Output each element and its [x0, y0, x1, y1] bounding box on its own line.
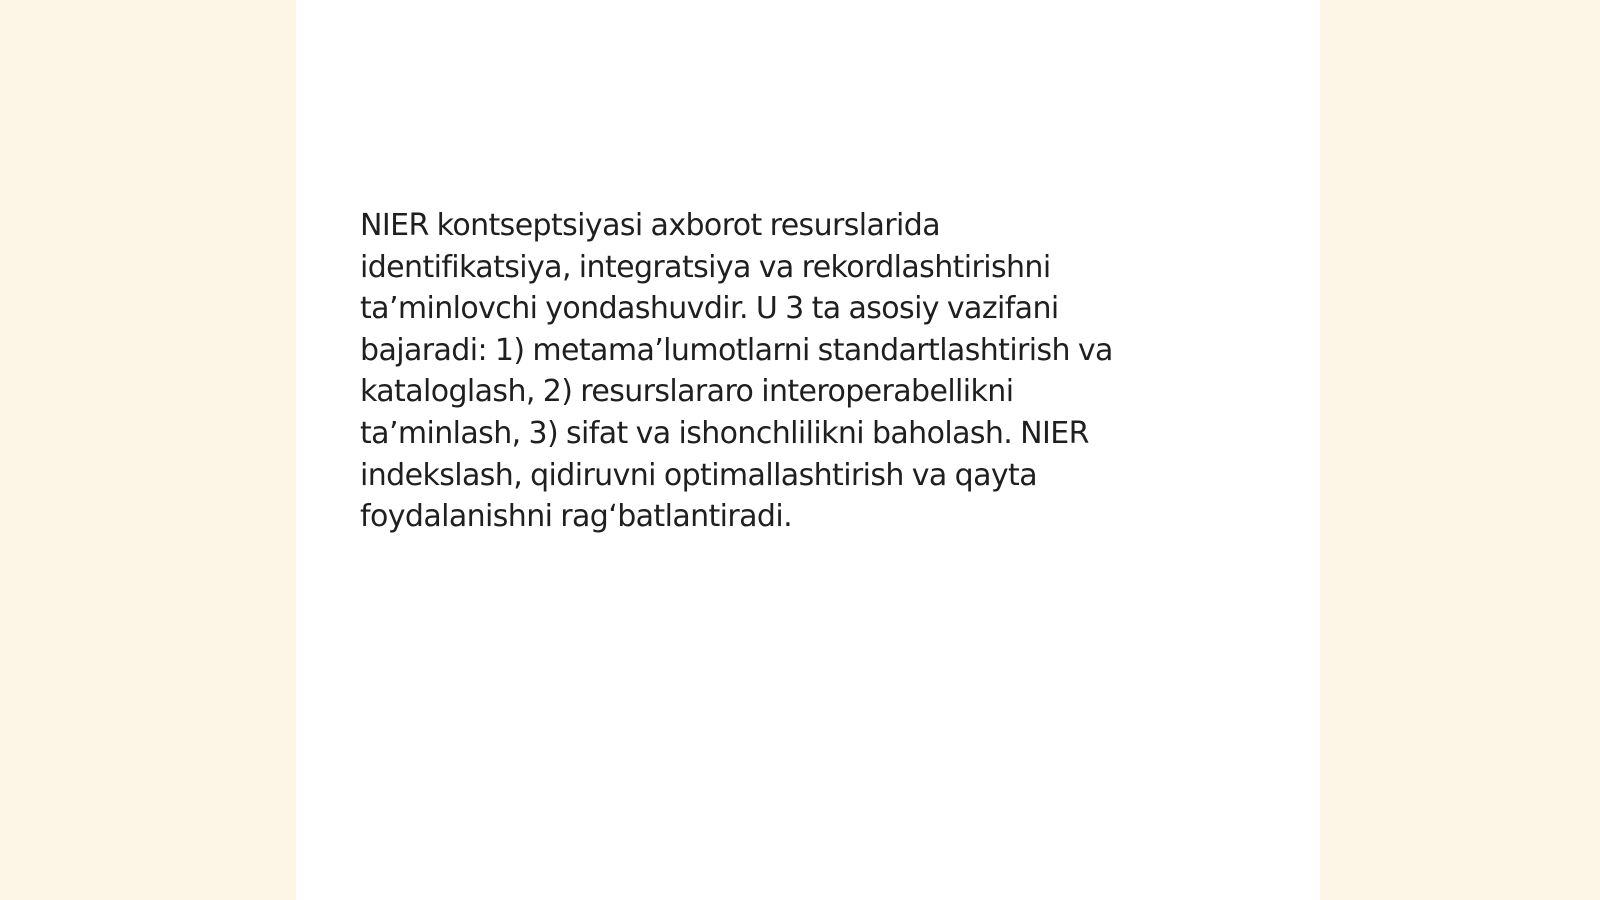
- paragraph-line-8: foydalanishni rag‘batlantiradi.: [360, 499, 793, 535]
- paragraph-line-4: bajaradi: 1) metama’lumotlarni standartlashtirish va: [360, 332, 1113, 368]
- paragraph-line-5: kataloglash, 2) resurslararo interoperabellikni: [360, 374, 1014, 410]
- paragraph-line-2: identifikatsiya, integratsiya va rekordlashtirishni: [360, 249, 1051, 285]
- paragraph-line-6: ta’minlash, 3) sifat va ishonchlilikni baholash. NIER: [360, 415, 1089, 451]
- paragraph-line-3: ta’minlovchi yondashuvdir. U 3 ta asosiy vazifani: [360, 291, 1059, 327]
- document-page: [296, 0, 1320, 900]
- paragraph-line-1: NIER kontseptsiyasi axborot resurslarida: [360, 208, 940, 243]
- paragraph-line-7: indekslash, qidiruvni optimallashtirish va qayta: [360, 457, 1037, 493]
- body-paragraph: [360, 205, 1260, 538]
